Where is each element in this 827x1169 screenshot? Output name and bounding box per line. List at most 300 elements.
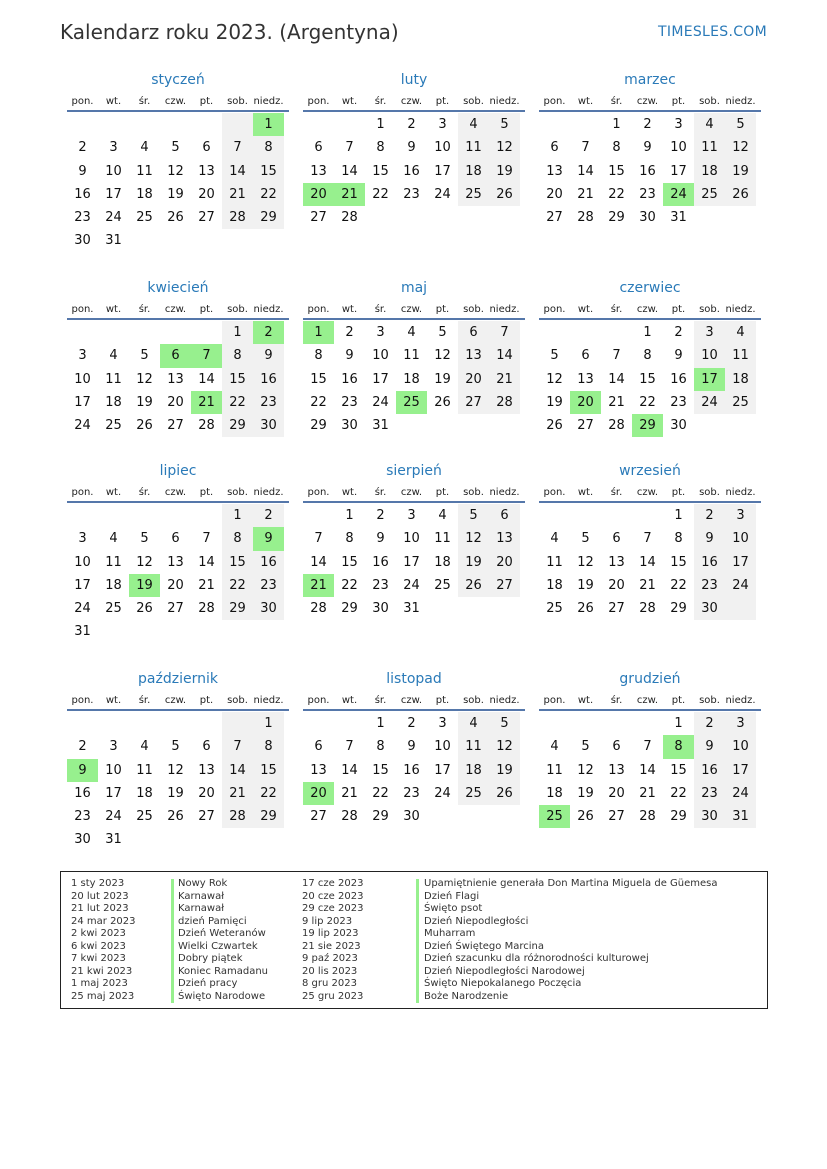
day-cell: 13 [198,163,215,179]
day-cell: 13 [577,371,594,387]
day-cell: 11 [434,531,451,547]
empty-cell [427,206,458,229]
month-6 [67,463,289,644]
day-cell: 22 [372,785,389,801]
empty-cell [694,206,725,229]
day-cell: 15 [253,759,284,782]
weekday-label: sob. [227,487,248,498]
day-cell: 2 [253,504,284,527]
day-cell: 15 [608,163,625,179]
day-cell: 21 [191,391,222,414]
day-cell: 8 [314,348,323,364]
day-cell: 20 [303,183,334,206]
weekday-label: niedz. [725,96,756,107]
day-cell: 21 [608,394,625,410]
legend-entry: Dobry piątek [178,953,243,964]
day-cell: 6 [612,531,621,547]
day-cell: 29 [222,414,253,437]
day-cell: 14 [639,762,656,778]
day-cell: 5 [489,113,520,136]
day-cell: 2 [694,712,725,735]
day-cell: 11 [105,554,122,570]
day-cell: 14 [341,762,358,778]
day-cell: 7 [489,321,520,344]
day-cell: 30 [694,597,725,620]
weekday-label: śr. [610,304,623,315]
day-cell: 21 [577,186,594,202]
day-cell: 6 [160,344,191,367]
day-cell: 3 [694,321,725,344]
day-cell: 24 [725,574,756,597]
month-name: październik [138,671,218,687]
day-cell: 24 [434,785,451,801]
day-cell: 30 [639,210,656,226]
weekday-header [539,96,761,112]
day-cell: 30 [74,832,91,848]
day-cell: 9 [67,759,98,782]
day-cell: 11 [105,371,122,387]
weekday-label: pon. [307,487,330,498]
empty-cell [427,414,458,437]
month-3 [67,280,289,437]
empty-cell [570,712,601,735]
day-cell: 20 [489,551,520,574]
day-cell: 17 [694,368,725,391]
day-cell: 16 [253,368,284,391]
empty-cell [129,504,160,527]
legend-dates-left [71,878,136,1003]
day-cell: 8 [643,348,652,364]
day-cell: 9 [694,527,725,550]
weekday-label: pon. [307,304,330,315]
empty-cell [191,504,222,527]
weekday-label: niedz. [725,304,756,315]
day-cell: 21 [222,183,253,206]
weekday-header [303,304,525,320]
day-cell: 10 [74,554,91,570]
month-7 [303,463,525,620]
day-cell: 9 [376,531,385,547]
month-name: listopad [386,671,442,687]
empty-cell [570,113,601,136]
day-cell: 9 [407,739,416,755]
day-cell: 27 [608,809,625,825]
day-cell: 26 [489,782,520,805]
day-cell: 8 [345,531,354,547]
day-cell: 8 [376,140,385,156]
day-cell: 28 [222,206,253,229]
day-grid [303,321,525,437]
day-cell: 24 [403,577,420,593]
weekday-label: śr. [374,695,387,706]
legend-entry: Karnawał [178,903,225,914]
day-cell: 26 [458,574,489,597]
month-2 [539,72,761,229]
day-cell: 4 [407,325,416,340]
day-cell: 25 [539,805,570,828]
day-cell: 21 [334,183,365,206]
legend-entry: 25 gru 2023 [302,990,364,1002]
day-cell: 26 [577,601,594,617]
empty-cell [601,504,632,527]
day-cell: 10 [434,739,451,755]
weekday-label: wt. [577,487,594,498]
legend-entry: 7 kwi 2023 [71,953,126,964]
empty-cell [160,620,191,643]
empty-cell [67,321,98,344]
weekday-label: pon. [307,695,330,706]
day-cell: 2 [78,739,87,755]
weekday-label: pt. [199,96,214,107]
day-cell: 6 [314,739,323,755]
day-cell: 18 [725,368,756,391]
weekday-label: wt. [105,96,122,107]
day-cell: 22 [253,782,284,805]
weekday-label: czw. [400,695,423,706]
weekday-label: pon. [71,304,94,315]
day-cell: 17 [725,551,756,574]
day-cell: 10 [725,735,756,758]
day-grid [303,504,525,620]
day-cell: 13 [608,554,625,570]
day-cell: 12 [458,527,489,550]
day-cell: 3 [78,531,87,547]
weekday-label: wt. [577,695,594,706]
weekday-label: sob. [227,304,248,315]
day-cell: 12 [434,348,451,364]
day-cell: 30 [253,414,284,437]
day-cell: 15 [639,371,656,387]
day-cell: 13 [489,527,520,550]
day-cell: 12 [725,136,756,159]
weekday-header [67,96,289,112]
day-cell: 22 [253,183,284,206]
day-cell: 29 [310,418,327,434]
day-cell: 25 [136,809,153,825]
day-grid [67,504,289,644]
weekday-label: sob. [699,487,720,498]
day-cell: 7 [314,531,323,547]
day-cell: 10 [434,140,451,156]
day-cell: 29 [632,414,663,437]
empty-cell [253,229,284,252]
empty-cell [303,712,334,735]
weekday-label: śr. [610,695,623,706]
day-cell: 23 [253,391,284,414]
day-cell: 19 [167,785,184,801]
empty-cell [160,828,191,851]
day-cell: 25 [694,183,725,206]
day-cell: 5 [550,348,559,364]
legend-entry: Dzień pracy [178,978,238,989]
day-cell: 2 [253,321,284,344]
weekday-label: śr. [374,96,387,107]
day-cell: 13 [167,554,184,570]
day-cell: 2 [674,325,683,340]
day-cell: 4 [109,348,118,364]
day-cell: 11 [458,735,489,758]
day-cell: 31 [105,832,122,848]
legend-names-right [424,878,718,1003]
day-cell: 27 [198,809,215,825]
day-cell: 2 [407,716,416,731]
day-cell: 23 [403,785,420,801]
month-1 [303,72,525,229]
day-cell: 20 [458,368,489,391]
weekday-label: pon. [543,695,566,706]
day-cell: 9 [407,140,416,156]
day-cell: 12 [167,762,184,778]
day-cell: 1 [376,716,385,731]
weekday-label: sob. [463,96,484,107]
empty-cell [98,113,129,136]
day-cell: 16 [403,163,420,179]
legend-entry: Dzień szacunku dla różnorodności kulturowej [424,953,649,964]
day-cell: 10 [403,531,420,547]
day-cell: 7 [612,348,621,364]
day-cell: 17 [105,785,122,801]
day-cell: 29 [253,206,284,229]
legend-entry: Nowy Rok [178,878,228,889]
day-cell: 25 [136,210,153,226]
empty-cell [334,712,365,735]
day-cell: 20 [198,785,215,801]
month-name: marzec [624,72,676,88]
day-cell: 29 [222,597,253,620]
day-cell: 6 [489,504,520,527]
day-cell: 3 [438,117,447,132]
day-cell: 4 [458,113,489,136]
month-name: lipiec [159,463,197,479]
empty-cell [253,828,284,851]
weekday-label: pt. [435,695,450,706]
site-link[interactable]: TIMESLES.COM [658,24,767,40]
day-cell: 20 [546,186,563,202]
day-cell: 13 [167,371,184,387]
month-name: styczeń [151,72,205,88]
day-cell: 23 [670,394,687,410]
day-cell: 17 [725,759,756,782]
legend-entry: Dzień Niepodległości Narodowej [424,965,585,977]
day-cell: 18 [403,371,420,387]
weekday-label: czw. [164,304,187,315]
day-cell: 22 [222,574,253,597]
day-cell: 1 [376,117,385,132]
day-cell: 11 [546,762,563,778]
weekday-label: pt. [435,304,450,315]
day-cell: 14 [222,160,253,183]
day-cell: 1 [612,117,621,132]
empty-cell [222,113,253,136]
day-cell: 22 [608,186,625,202]
day-cell: 22 [670,577,687,593]
day-cell: 14 [310,554,327,570]
day-cell: 30 [253,597,284,620]
day-cell: 30 [74,233,91,249]
day-cell: 28 [639,809,656,825]
weekday-label: czw. [164,695,187,706]
day-cell: 22 [639,394,656,410]
weekday-label: śr. [138,695,151,706]
day-cell: 11 [136,163,153,179]
empty-cell [222,712,253,735]
day-cell: 14 [198,371,215,387]
empty-cell [98,504,129,527]
day-cell: 16 [372,554,389,570]
empty-cell [222,620,253,643]
day-cell: 13 [310,163,327,179]
holiday-legend [60,871,768,1009]
day-cell: 31 [403,601,420,617]
day-cell: 29 [670,601,687,617]
day-cell: 16 [341,371,358,387]
weekday-label: niedz. [725,487,756,498]
weekday-label: pt. [199,487,214,498]
day-cell: 2 [694,504,725,527]
weekday-label: czw. [636,695,659,706]
day-cell: 29 [372,809,389,825]
day-cell: 7 [643,531,652,547]
day-cell: 16 [74,785,91,801]
empty-cell [222,828,253,851]
weekday-label: sob. [227,695,248,706]
day-cell: 25 [434,577,451,593]
day-cell: 1 [303,321,334,344]
day-cell: 14 [639,554,656,570]
day-cell: 13 [310,762,327,778]
day-cell: 19 [458,551,489,574]
empty-cell [303,113,334,136]
weekday-label: wt. [341,695,358,706]
day-cell: 2 [407,117,416,132]
legend-entry: Dzień Niepodległości [424,915,529,927]
legend-divider [416,879,419,1003]
day-cell: 29 [341,601,358,617]
weekday-label: czw. [636,96,659,107]
day-cell: 2 [78,140,87,156]
day-cell: 5 [171,140,180,156]
day-cell: 20 [167,394,184,410]
day-cell: 26 [167,210,184,226]
empty-cell [98,321,129,344]
day-cell: 15 [253,160,284,183]
weekday-label: niedz. [253,695,284,706]
empty-cell [601,321,632,344]
empty-cell [67,113,98,136]
empty-cell [458,414,489,437]
month-0 [67,72,289,253]
day-cell: 29 [253,805,284,828]
empty-cell [725,206,756,229]
day-cell: 6 [612,739,621,755]
empty-cell [334,113,365,136]
weekday-label: pon. [71,695,94,706]
day-cell: 12 [577,762,594,778]
day-cell: 24 [105,809,122,825]
weekday-label: czw. [636,487,659,498]
day-grid [539,321,761,437]
day-cell: 19 [489,160,520,183]
empty-cell [67,504,98,527]
day-cell: 5 [140,531,149,547]
day-cell: 15 [310,371,327,387]
day-cell: 17 [105,186,122,202]
legend-entry: 21 sie 2023 [302,940,361,952]
day-grid [67,321,289,437]
day-cell: 19 [577,577,594,593]
weekday-label: sob. [699,304,720,315]
legend-entry: 2 kwi 2023 [71,928,126,939]
day-cell: 12 [167,163,184,179]
day-cell: 31 [670,210,687,226]
day-cell: 8 [663,735,694,758]
day-cell: 11 [136,762,153,778]
day-cell: 24 [725,782,756,805]
weekday-label: śr. [138,96,151,107]
day-cell: 15 [372,762,389,778]
weekday-header [539,487,761,503]
day-grid [67,113,289,253]
day-cell: 8 [376,739,385,755]
weekday-label: wt. [341,96,358,107]
day-cell: 9 [253,344,284,367]
legend-entry: 1 maj 2023 [71,978,128,989]
weekday-label: czw. [164,487,187,498]
day-cell: 3 [407,508,416,523]
day-cell: 17 [434,762,451,778]
day-grid [67,712,289,852]
legend-entry: Karnawał [178,890,225,902]
empty-cell [191,113,222,136]
empty-cell [539,321,570,344]
empty-cell [365,206,396,229]
day-cell: 20 [608,785,625,801]
day-cell: 10 [725,527,756,550]
day-cell: 12 [136,371,153,387]
day-cell: 14 [222,759,253,782]
empty-cell [160,504,191,527]
weekday-label: sob. [227,96,248,107]
day-cell: 28 [489,391,520,414]
day-cell: 26 [434,394,451,410]
day-cell: 21 [222,782,253,805]
month-name: sierpień [386,463,442,479]
day-cell: 30 [694,805,725,828]
day-cell: 26 [167,809,184,825]
legend-entry: 1 sty 2023 [71,878,125,889]
weekday-label: pon. [543,304,566,315]
legend-entry: Święto Niepokalanego Poczęcia [424,978,582,989]
day-cell: 1 [222,504,253,527]
day-cell: 27 [489,574,520,597]
empty-cell [253,620,284,643]
day-cell: 9 [253,527,284,550]
legend-entry: Wielki Czwartek [178,940,258,952]
day-cell: 3 [78,348,87,364]
weekday-header [539,304,761,320]
weekday-label: pon. [307,96,330,107]
day-cell: 18 [458,160,489,183]
month-4 [303,280,525,437]
day-cell: 27 [608,601,625,617]
day-cell: 17 [74,394,91,410]
legend-entry: 24 mar 2023 [71,915,136,927]
day-cell: 18 [458,759,489,782]
month-name: luty [400,72,428,88]
day-cell: 15 [341,554,358,570]
weekday-label: śr. [374,304,387,315]
empty-cell [160,113,191,136]
